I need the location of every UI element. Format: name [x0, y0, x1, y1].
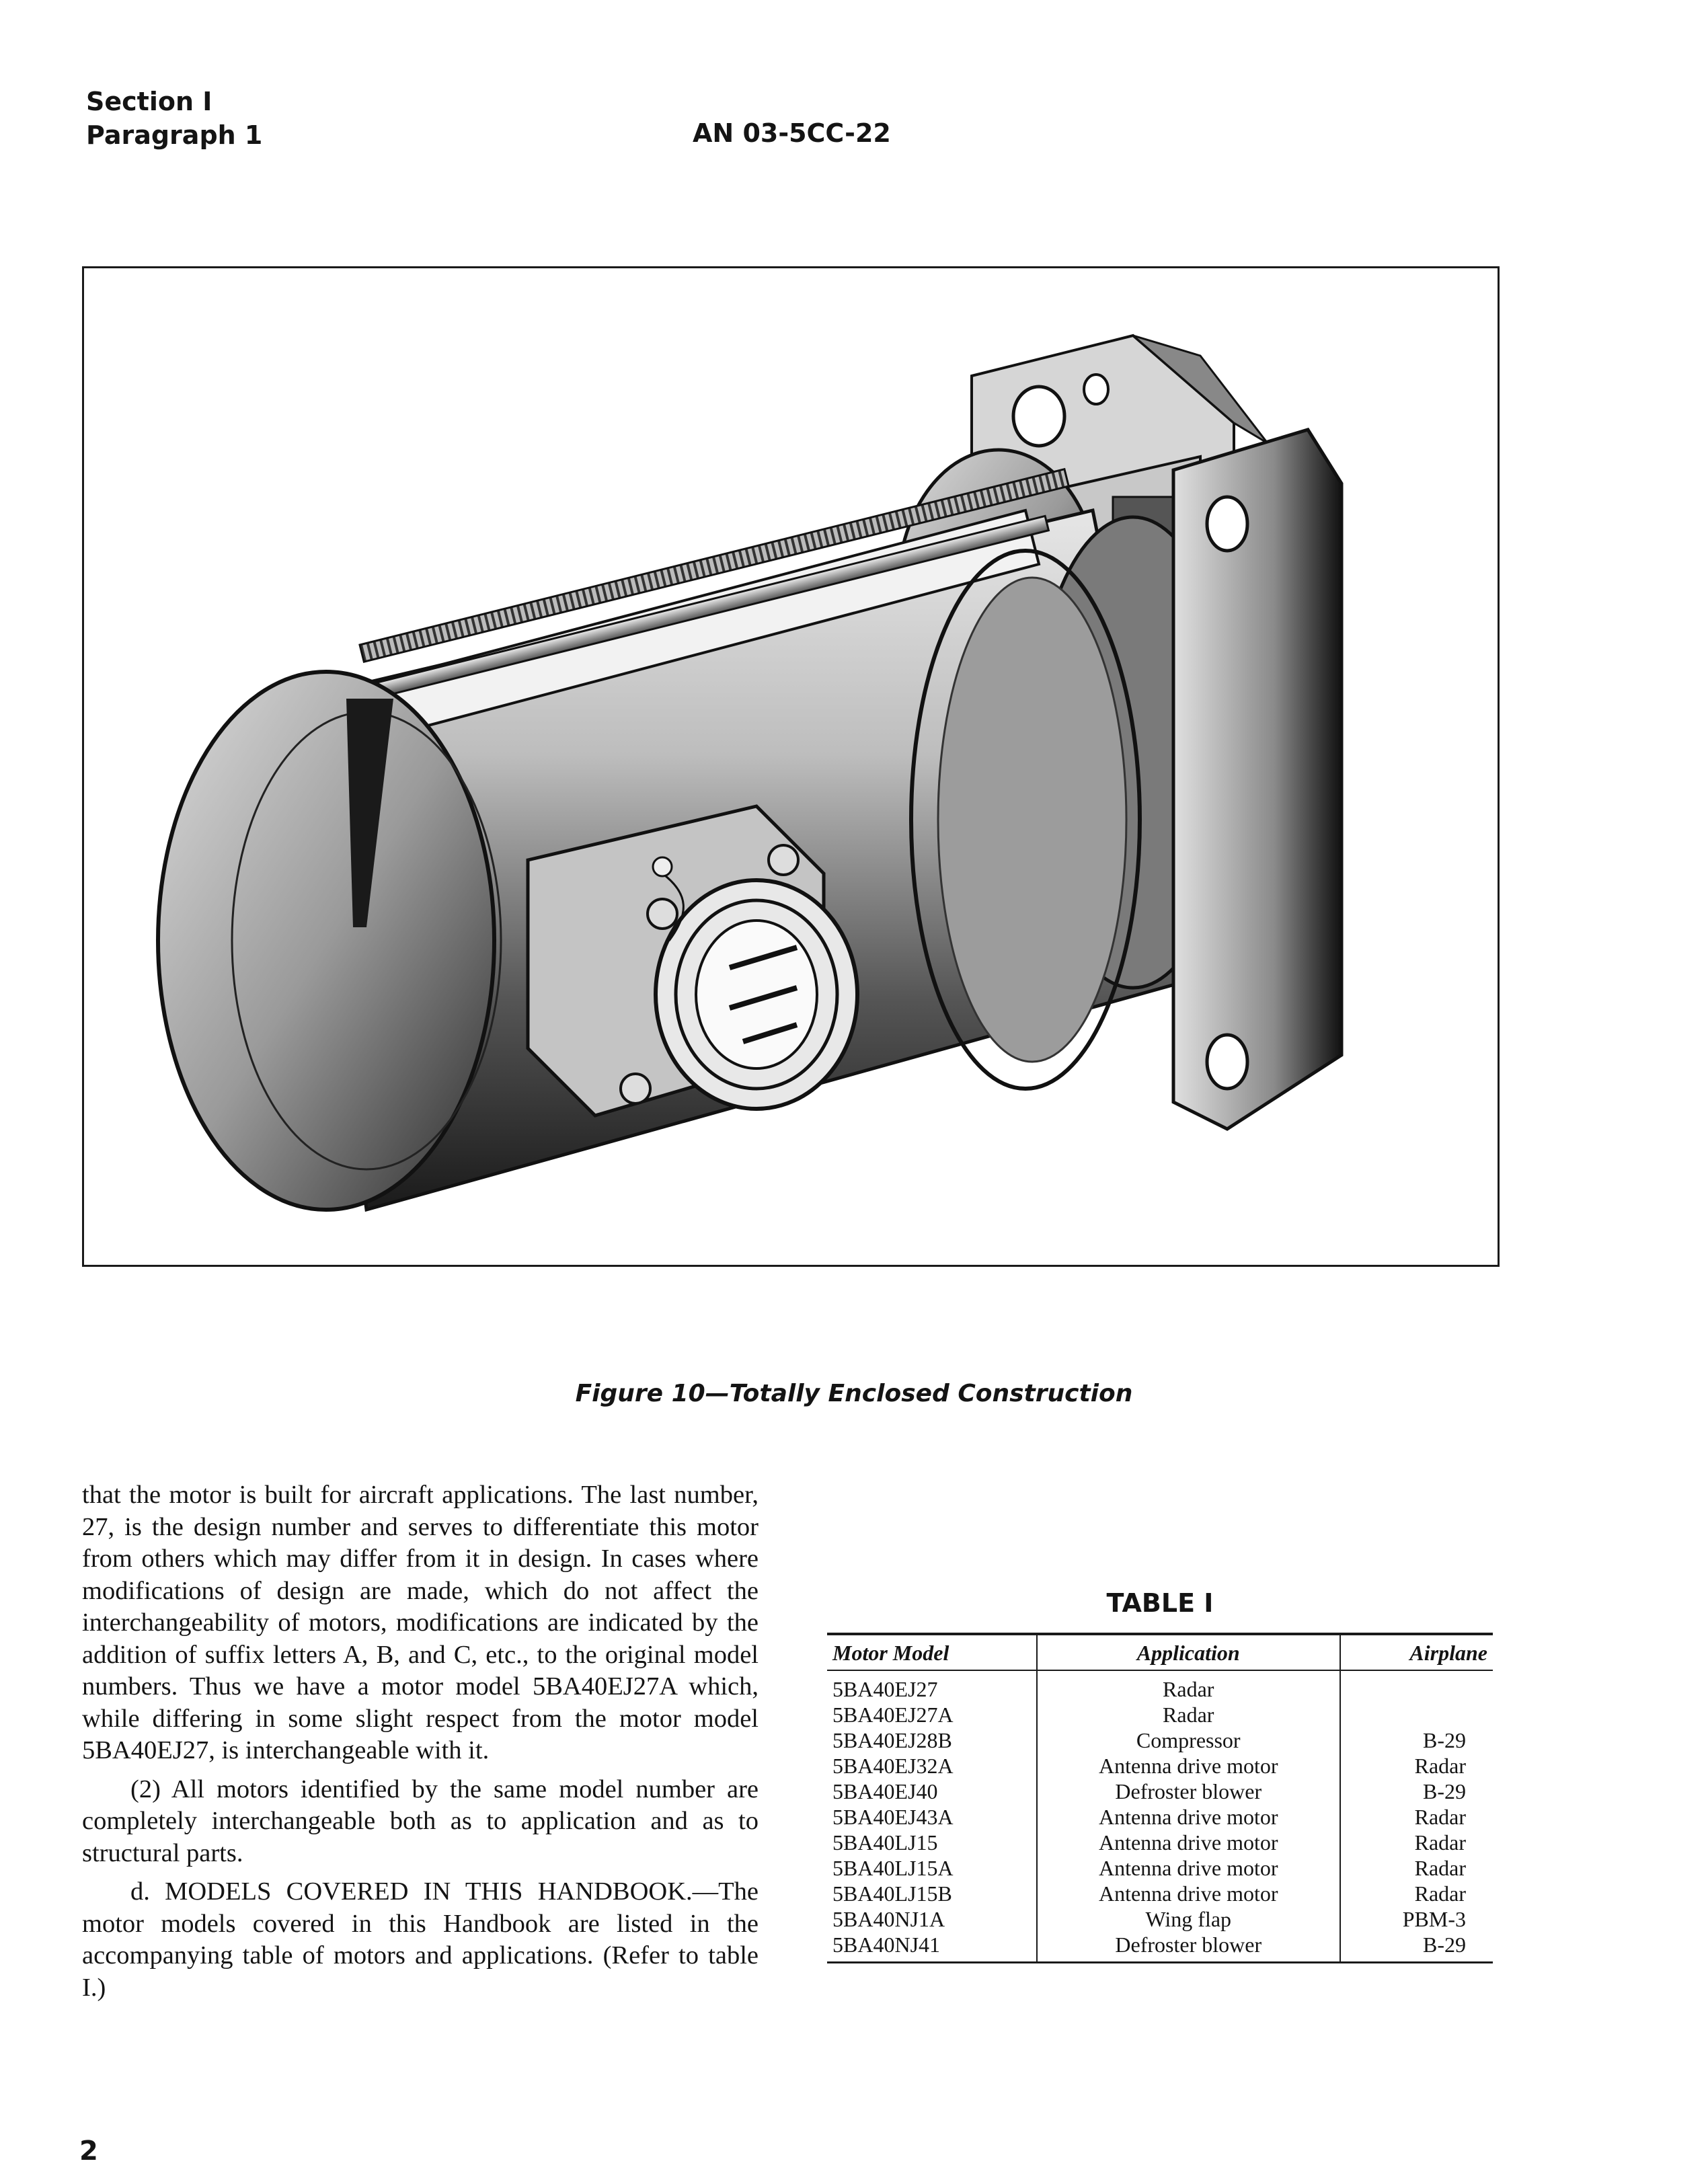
table-row — [827, 1670, 1493, 1702]
cell-motor-model: 5BA40LJ15 — [832, 1830, 938, 1855]
cell-application: Antenna drive motor — [1037, 1881, 1340, 1906]
column-header: Motor Model — [827, 1634, 1037, 1670]
cell-application: Antenna drive motor — [1037, 1830, 1340, 1855]
table-row — [827, 1779, 1493, 1804]
cell-airplane: B-29 — [1423, 1779, 1466, 1803]
subheading: d. MODELS COVERED IN THIS HANDBOOK. — [130, 1877, 693, 1906]
cell-motor-model: 5BA40EJ43A — [832, 1805, 954, 1829]
cell-application: Antenna drive motor — [1037, 1804, 1340, 1830]
cell-motor-model: 5BA40EJ27 — [832, 1677, 938, 1701]
table-row — [827, 1881, 1493, 1906]
cell-airplane: Radar — [1414, 1805, 1466, 1829]
cell-application: Radar — [1037, 1702, 1340, 1727]
mounting-flange — [1173, 430, 1342, 1129]
table-row — [827, 1753, 1493, 1779]
table-row — [827, 1855, 1493, 1881]
document-number: AN 03-5CC-22 — [693, 118, 891, 148]
cell-motor-model: 5BA40LJ15B — [832, 1881, 952, 1906]
cell-motor-model: 5BA40EJ27A — [832, 1703, 954, 1727]
cell-application: Defroster blower — [1037, 1779, 1340, 1804]
cell-application: Wing flap — [1037, 1906, 1340, 1932]
table-row — [827, 1932, 1493, 1963]
page-number: 2 — [79, 2136, 98, 2167]
cell-airplane — [1340, 1702, 1493, 1727]
body-paragraph: that the motor is built for aircraft applications. The last number, 27, is the design number and serves to differentiate this motor from others which may differ from it in design. In cases where modifications of design are made, which do not affect the interchangeability of motors, modifications are indicated by the addition of suffix letters A, B, and C, etc., to the original model numbers. Thus we have a motor model 5BA40EJ27A which, while differing in some slight respect from the motor model 5BA40EJ27, is interchangeable with it. — [82, 1481, 759, 1764]
column-header: Application — [1037, 1634, 1340, 1670]
cell-motor-model: 5BA40EJ32A — [832, 1754, 954, 1778]
cell-airplane: Radar — [1414, 1830, 1466, 1855]
table-row — [827, 1702, 1493, 1727]
section-header — [86, 85, 262, 152]
cell-airplane: Radar — [1414, 1881, 1466, 1906]
cell-application: Antenna drive motor — [1037, 1855, 1340, 1881]
subheading-text: —The motor models covered in this Handbook are listed in the accompanying table of motors and applications. (Refer to table I.) — [82, 1877, 759, 2002]
table-title: TABLE I — [1106, 1588, 1214, 1618]
body-paragraph-models — [82, 1876, 759, 2004]
collar-ring — [911, 551, 1140, 1089]
cell-application: Radar — [1037, 1670, 1340, 1702]
cell-motor-model: 5BA40NJ1A — [832, 1907, 945, 1931]
table-row — [827, 1804, 1493, 1830]
cell-airplane — [1340, 1670, 1493, 1702]
cell-airplane: B-29 — [1423, 1728, 1466, 1752]
cell-application: Defroster blower — [1037, 1932, 1340, 1963]
cell-application: Compressor — [1037, 1727, 1340, 1753]
paragraph-label: Paragraph 1 — [86, 120, 263, 150]
cell-motor-model: 5BA40EJ28B — [832, 1728, 952, 1752]
motor-illustration — [84, 268, 1500, 1267]
cell-airplane: Radar — [1414, 1856, 1466, 1880]
table-row — [827, 1906, 1493, 1932]
figure-caption: Figure 10—Totally Enclosed Construction — [575, 1380, 1133, 1407]
cell-airplane: PBM-3 — [1402, 1907, 1466, 1931]
body-paragraph: (2) All motors identified by the same model number are completely interchangeable both as to application and as to structural parts. — [82, 1775, 759, 1867]
figure-frame — [82, 266, 1500, 1267]
body-text-column — [82, 1479, 759, 2011]
cell-motor-model: 5BA40NJ41 — [827, 1932, 1037, 1963]
cell-application: Antenna drive motor — [1037, 1753, 1340, 1779]
table-row — [827, 1830, 1493, 1855]
cell-motor-model: 5BA40EJ40 — [832, 1779, 938, 1803]
column-header: Airplane — [1340, 1634, 1493, 1670]
cell-airplane: B-29 — [1340, 1932, 1493, 1963]
section-label: Section I — [86, 87, 212, 116]
table-row — [827, 1727, 1493, 1753]
table-header-row — [827, 1634, 1493, 1670]
cell-airplane: Radar — [1414, 1754, 1466, 1778]
motor-models-table — [827, 1633, 1493, 1963]
cell-motor-model: 5BA40LJ15A — [832, 1856, 954, 1880]
